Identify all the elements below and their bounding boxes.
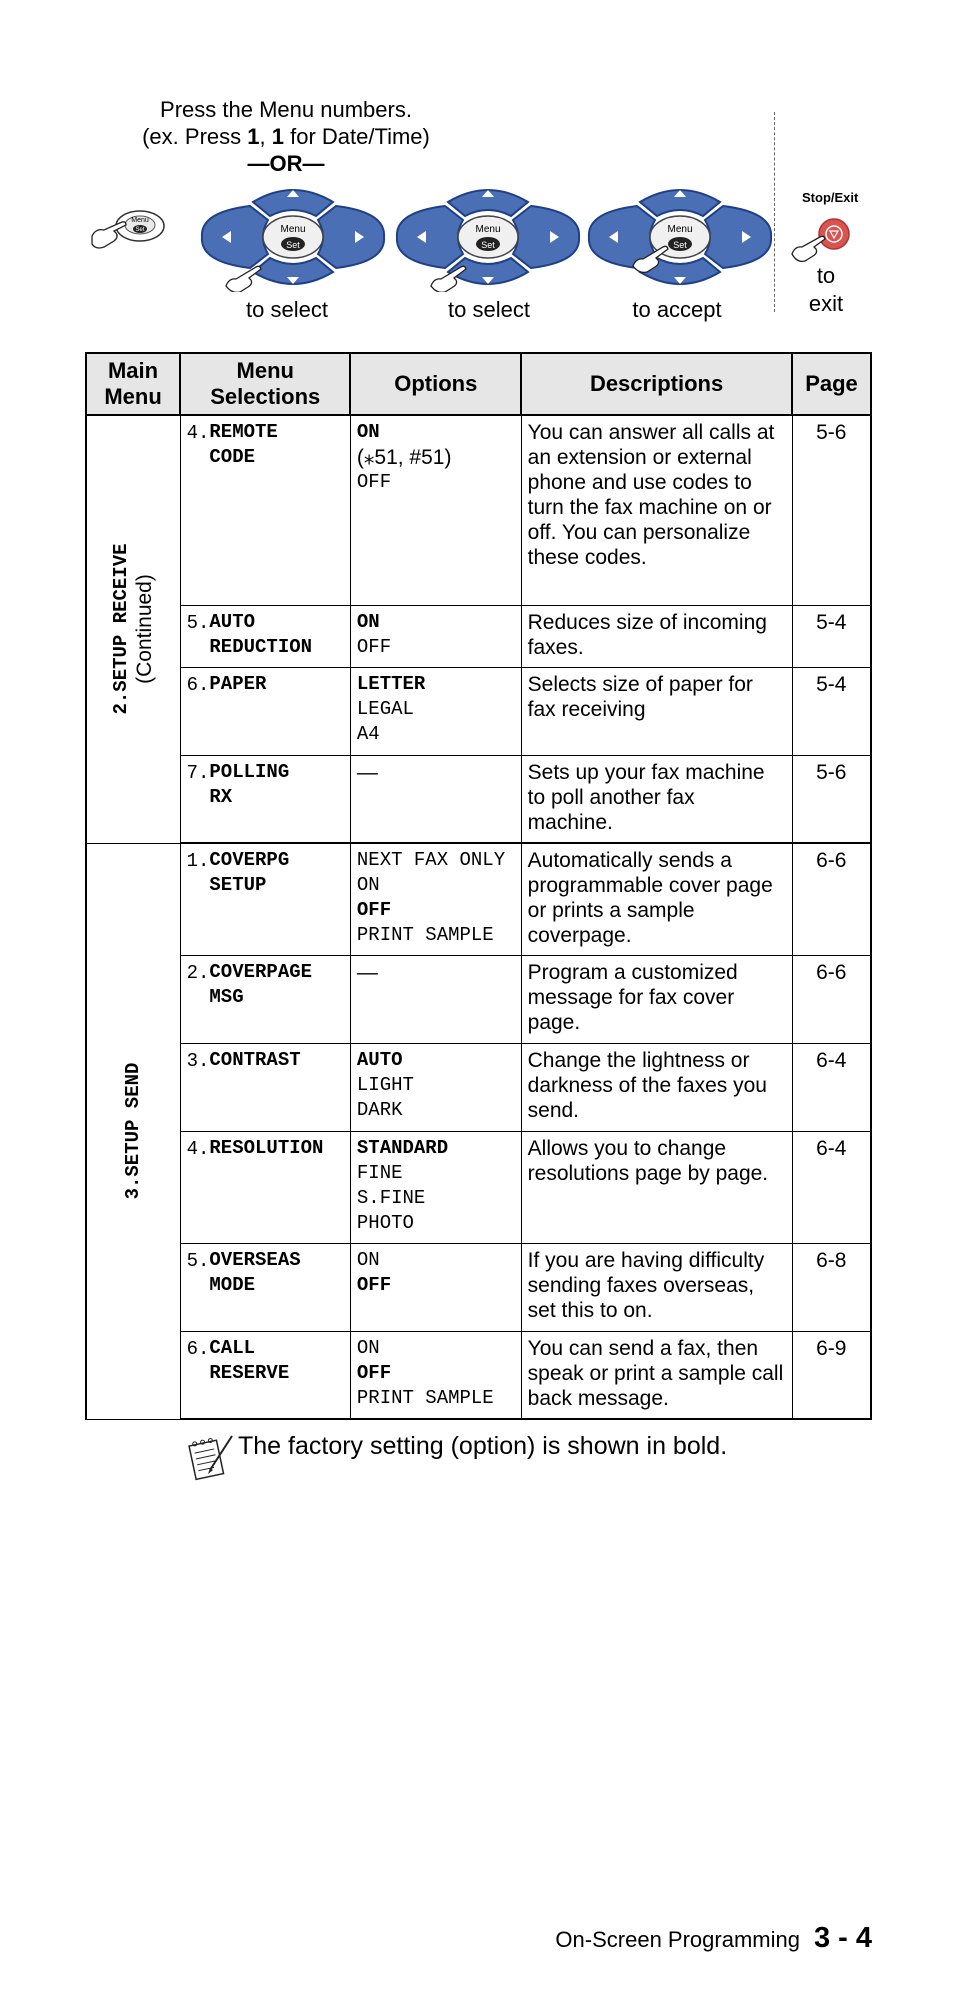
menu-selection-cell	[180, 415, 350, 605]
options-cell	[350, 1043, 521, 1131]
instruction-key: 1	[247, 124, 260, 149]
menu-label: Menu	[280, 224, 306, 235]
table-row	[86, 843, 871, 955]
option: —	[356, 760, 378, 784]
option-default: ON	[356, 421, 380, 443]
option: A4	[356, 722, 380, 745]
option-default: OFF	[356, 1273, 392, 1296]
option: OFF	[356, 471, 392, 493]
option: PRINT SAMPLE	[356, 1386, 494, 1409]
main-menu-title: 2.SETUP RECEIVE	[110, 543, 133, 715]
page-ref-cell: 6-6	[792, 955, 871, 1043]
description-cell: Reduces size of incoming faxes.	[521, 605, 792, 667]
right-arrow-key	[318, 206, 384, 268]
selection-number: 3.	[186, 1049, 210, 1072]
instruction-line-2	[96, 123, 476, 150]
stop-exit-button[interactable]	[790, 212, 860, 264]
table-row	[86, 755, 871, 843]
main-menu-title: 3.SETUP SEND	[122, 1062, 145, 1200]
note-text: The factory setting (option) is shown in bold.	[238, 1432, 728, 1460]
note-pad-icon	[186, 1432, 234, 1484]
nav-pad-select-2[interactable]	[393, 182, 583, 292]
selection-number: 6.	[186, 673, 210, 696]
selection-number: 4.	[186, 1137, 210, 1160]
right-arrow-key	[513, 206, 579, 268]
instructions	[96, 96, 476, 177]
selection-name: CALL RESERVE	[209, 1336, 290, 1384]
selection-name: COVERPAGE MSG	[209, 960, 313, 1008]
header-options: Options	[350, 353, 521, 415]
main-menu-cell	[86, 843, 180, 1419]
menu-selection-cell	[180, 755, 350, 843]
selection-name: AUTO REDUCTION	[209, 610, 313, 658]
options-cell	[350, 955, 521, 1043]
instruction-text: for Date/Time)	[283, 124, 430, 149]
table-row	[86, 1043, 871, 1131]
page-ref-cell: 6-9	[792, 1331, 871, 1419]
caption-select-2: to select	[448, 297, 530, 322]
options-cell	[350, 415, 521, 605]
main-menu-subtitle: (Continued)	[133, 574, 157, 685]
table-row	[86, 605, 871, 667]
caption-exit-line-1: to	[816, 263, 836, 288]
options-cell	[350, 1131, 521, 1243]
page-ref-cell: 5-6	[792, 415, 871, 605]
set-small-label: Set	[135, 227, 145, 233]
options-cell	[350, 605, 521, 667]
menu-selection-cell	[180, 1331, 350, 1419]
hand-pointer-icon	[792, 236, 825, 261]
note	[186, 1426, 866, 1486]
hand-pointer-icon	[226, 266, 261, 292]
caption-select-1: to select	[246, 297, 328, 322]
description-cell: Selects size of paper for fax receiving	[521, 667, 792, 755]
menu-label: Menu	[475, 224, 501, 235]
option: OFF	[356, 635, 392, 658]
options-cell	[350, 1243, 521, 1331]
option-default: ON	[356, 610, 380, 633]
page-number: 3 - 4	[813, 1922, 872, 1954]
table-row	[86, 415, 871, 605]
selection-name: CONTRAST	[209, 1048, 301, 1071]
menu-selection-cell	[180, 1243, 350, 1331]
left-arrow-key	[202, 206, 268, 268]
description-cell: Program a customized message for fax cover page.	[521, 955, 792, 1043]
option: LIGHT	[356, 1073, 414, 1096]
description-cell: Allows you to change resolutions page by page.	[521, 1131, 792, 1243]
selection-number: 5.	[186, 1249, 210, 1272]
table-row	[86, 955, 871, 1043]
option: LEGAL	[356, 697, 414, 720]
selection-name: RESOLUTION	[209, 1136, 324, 1159]
header-main-menu: Main Menu	[86, 353, 180, 415]
page-ref-cell: 6-6	[792, 843, 871, 955]
page-ref-cell: 6-8	[792, 1243, 871, 1331]
left-arrow-key	[397, 206, 463, 268]
option: ON	[356, 1248, 380, 1271]
menu-label: Menu	[667, 224, 693, 235]
selection-name: POLLING RX	[209, 760, 290, 808]
options-cell	[350, 1331, 521, 1419]
options-cell	[350, 667, 521, 755]
selection-number: 5.	[186, 611, 210, 634]
footer-section: On-Screen Programming	[555, 1927, 800, 1952]
option: DARK	[356, 1098, 403, 1121]
option: NEXT FAX ONLY	[356, 849, 506, 871]
menu-selection-cell	[180, 667, 350, 755]
table-body	[86, 415, 871, 1419]
option: ON	[356, 874, 380, 896]
header-page: Page	[792, 353, 871, 415]
set-label: Set	[481, 240, 495, 250]
selection-number: 1.	[186, 850, 210, 872]
option: PHOTO	[356, 1211, 414, 1234]
instruction-text: ,	[259, 124, 272, 149]
selection-number: 7.	[186, 761, 210, 784]
description-cell: You can send a fax, then speak or print a sample call back message.	[521, 1331, 792, 1419]
table-row	[86, 667, 871, 755]
description-cell: Sets up your fax machine to poll another fax machine.	[521, 755, 792, 843]
menu-small-label: Menu	[131, 217, 149, 224]
instruction-line-1: Press the Menu numbers.	[160, 97, 412, 122]
selection-name: PAPER	[209, 672, 267, 695]
menu-table	[85, 352, 872, 1420]
page-ref-cell: 5-6	[792, 755, 871, 843]
option-default: AUTO	[356, 1048, 403, 1071]
option: S.FINE	[356, 1186, 426, 1209]
option: ON	[356, 1336, 380, 1359]
description-cell: If you are having difficulty sending faxes overseas, set this to on.	[521, 1243, 792, 1331]
instruction-key: 1	[271, 124, 284, 149]
option: FINE	[356, 1161, 403, 1184]
options-cell	[350, 755, 521, 843]
main-menu-cell	[86, 415, 180, 843]
caption-exit-line-2: exit	[808, 291, 844, 316]
main-menu-label	[121, 1063, 145, 1200]
menu-selection-cell	[180, 605, 350, 667]
right-arrow-key	[705, 206, 771, 268]
option-default: OFF	[356, 899, 392, 921]
option: PRINT SAMPLE	[356, 924, 494, 946]
page-ref-cell: 5-4	[792, 667, 871, 755]
menu-selection-cell	[180, 955, 350, 1043]
selection-number: 4.	[186, 422, 210, 444]
instruction-text: (ex. Press	[142, 124, 248, 149]
stop-exit-label: Stop/Exit	[802, 190, 859, 205]
table-row	[86, 1243, 871, 1331]
or-label: —OR—	[247, 151, 325, 176]
selection-name: REMOTE CODE	[209, 421, 278, 468]
options-cell	[350, 843, 521, 955]
selection-number: 2.	[186, 961, 210, 984]
menu-selection-cell	[180, 843, 350, 955]
nav-pad-select-1[interactable]	[198, 182, 388, 292]
nav-pad-accept[interactable]	[585, 182, 775, 292]
selection-name: COVERPG SETUP	[209, 849, 290, 896]
table-header-row	[86, 353, 871, 415]
main-menu-label	[109, 544, 157, 715]
selection-name: OVERSEAS MODE	[209, 1248, 301, 1296]
header-descriptions: Descriptions	[521, 353, 792, 415]
selection-number: 6.	[186, 1337, 210, 1360]
option: (⁎51, #51)	[356, 446, 452, 469]
page-ref-cell: 5-4	[792, 605, 871, 667]
description-cell: Change the lightness or darkness of the faxes you send.	[521, 1043, 792, 1131]
divider	[774, 112, 775, 312]
option: —	[356, 960, 378, 984]
page-ref-cell: 6-4	[792, 1043, 871, 1131]
menu-selection-cell	[180, 1043, 350, 1131]
header-menu-selections: Menu Selections	[180, 353, 350, 415]
option-default: OFF	[356, 1361, 392, 1384]
caption-accept: to accept	[632, 297, 722, 322]
caption-exit	[796, 262, 856, 318]
description-cell: Automatically sends a programmable cover page or prints a sample coverpage.	[521, 843, 792, 955]
set-label: Set	[673, 240, 687, 250]
description-cell: You can answer all calls at an extension or external phone and use codes to turn the fax machine on or off. You can personalize these codes.	[521, 415, 792, 605]
set-label: Set	[286, 240, 300, 250]
option-default: LETTER	[356, 672, 426, 695]
menu-selection-cell	[180, 1131, 350, 1243]
page-footer	[555, 1922, 872, 1955]
page-ref-cell: 6-4	[792, 1131, 871, 1243]
table-row	[86, 1331, 871, 1419]
table-row	[86, 1131, 871, 1243]
option-default: STANDARD	[356, 1136, 449, 1159]
